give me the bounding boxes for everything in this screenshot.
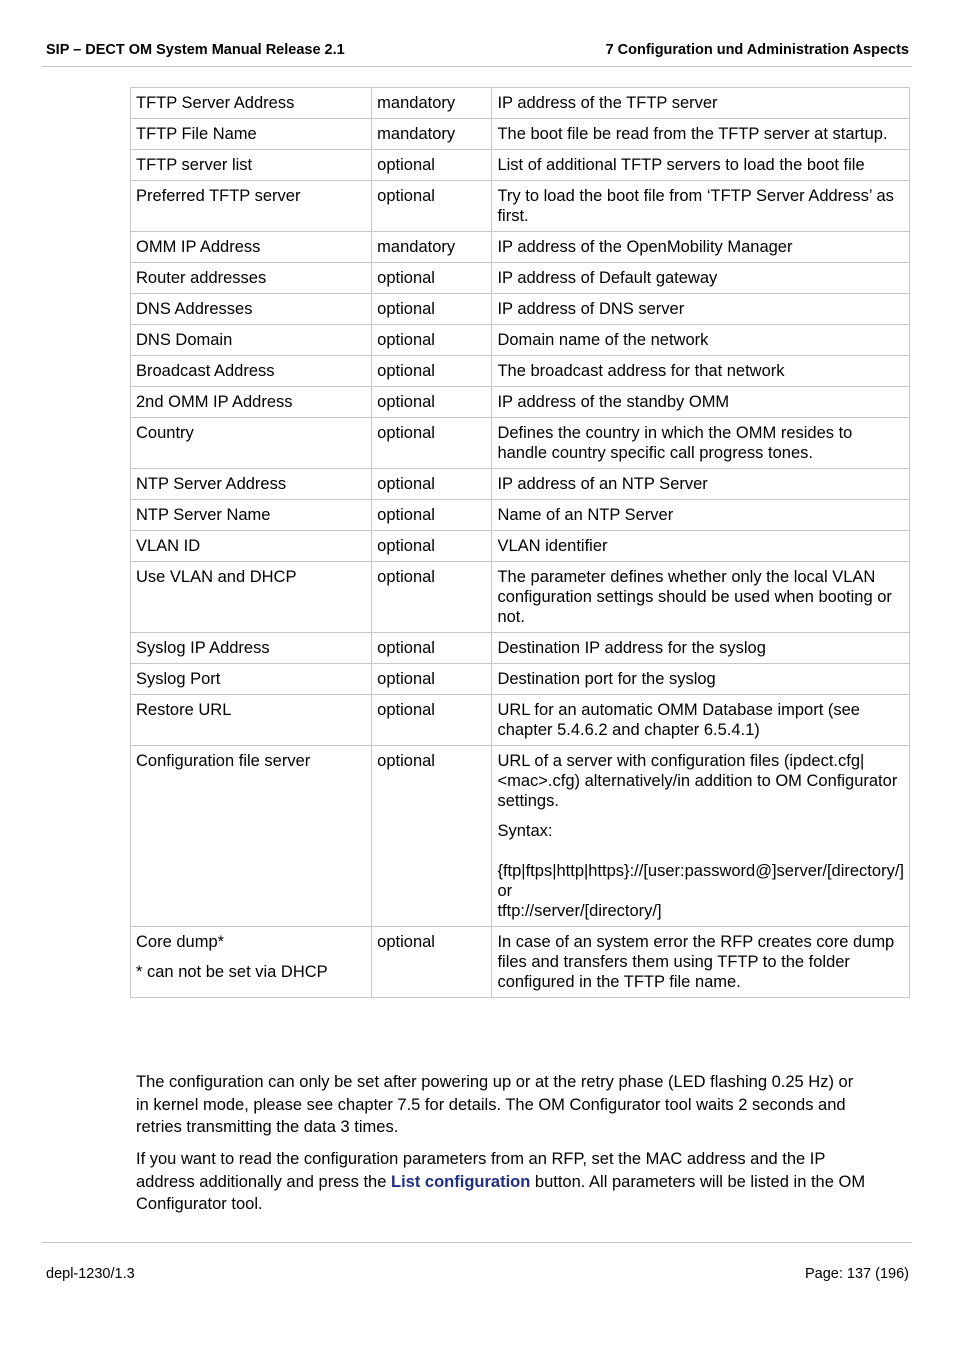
param-name: Configuration file server bbox=[131, 746, 372, 927]
param-description: IP address of Default gateway bbox=[492, 263, 910, 294]
table-row-core-dump bbox=[131, 927, 910, 998]
param-description: IP address of an NTP Server bbox=[492, 469, 910, 500]
param-requirement: optional bbox=[372, 181, 492, 232]
paragraph-text-before: If you want to read the configuration parameters from an RFP, set the MAC address and the IP address additionally and press the bbox=[136, 1150, 826, 1191]
param-requirement: optional bbox=[372, 562, 492, 633]
param-requirement: mandatory bbox=[372, 88, 492, 119]
param-description bbox=[492, 746, 910, 927]
param-description: Destination port for the syslog bbox=[492, 664, 910, 695]
param-requirement: optional bbox=[372, 294, 492, 325]
syntax-line-2: tftp://server/[directory/] bbox=[497, 902, 662, 920]
parameter-table bbox=[130, 87, 910, 998]
table-row bbox=[131, 418, 910, 469]
param-requirement: optional bbox=[372, 263, 492, 294]
param-requirement: optional bbox=[372, 356, 492, 387]
param-description: Defines the country in which the OMM resides to handle country specific call progress tones. bbox=[492, 418, 910, 469]
param-name: TFTP Server Address bbox=[131, 88, 372, 119]
param-requirement: mandatory bbox=[372, 119, 492, 150]
param-description: Try to load the boot file from ‘TFTP Server Address’ as first. bbox=[492, 181, 910, 232]
table-row bbox=[131, 469, 910, 500]
page-header bbox=[46, 42, 909, 62]
param-requirement: optional bbox=[372, 387, 492, 418]
param-description: In case of an system error the RFP creates core dump files and transfers them using TFTP to the folder configured in the TFTP file name. bbox=[492, 927, 910, 998]
param-name bbox=[131, 927, 372, 998]
header-document-title: SIP – DECT OM System Manual Release 2.1 bbox=[46, 42, 345, 58]
param-requirement: optional bbox=[372, 325, 492, 356]
param-requirement: optional bbox=[372, 695, 492, 746]
footer-document-id: depl-1230/1.3 bbox=[46, 1266, 135, 1282]
syntax-line-1: {ftp|ftps|http|https}://[user:password@]server/[directory/] bbox=[497, 862, 904, 880]
header-divider bbox=[42, 66, 912, 67]
syntax-or: or bbox=[497, 882, 513, 900]
spacer bbox=[497, 841, 904, 861]
param-name: TFTP server list bbox=[131, 150, 372, 181]
header-chapter-title: 7 Configuration und Administration Aspects bbox=[605, 42, 909, 58]
core-dump-note: * can not be set via DHCP bbox=[136, 963, 328, 981]
param-requirement: optional bbox=[372, 633, 492, 664]
table-row bbox=[131, 88, 910, 119]
param-requirement: optional bbox=[372, 469, 492, 500]
param-name: VLAN ID bbox=[131, 531, 372, 562]
paragraph-text-after: button. All parameters will be listed in the OM Configurator tool. bbox=[136, 1172, 866, 1213]
param-requirement: optional bbox=[372, 927, 492, 998]
param-name: Syslog Port bbox=[131, 664, 372, 695]
param-description: Name of an NTP Server bbox=[492, 500, 910, 531]
table-row bbox=[131, 119, 910, 150]
table-row bbox=[131, 562, 910, 633]
param-description: IP address of the OpenMobility Manager bbox=[492, 232, 910, 263]
param-description: URL for an automatic OMM Database import (see chapter 5.4.6.2 and chapter 6.5.4.1) bbox=[492, 695, 910, 746]
table-row-config-file-server bbox=[131, 746, 910, 927]
param-description: VLAN identifier bbox=[492, 531, 910, 562]
param-description: Destination IP address for the syslog bbox=[492, 633, 910, 664]
param-name: Syslog IP Address bbox=[131, 633, 372, 664]
param-description: The parameter defines whether only the local VLAN configuration settings should be used when booting or not. bbox=[492, 562, 910, 633]
table-row bbox=[131, 263, 910, 294]
param-name: Broadcast Address bbox=[131, 356, 372, 387]
param-requirement: optional bbox=[372, 500, 492, 531]
param-description: List of additional TFTP servers to load the boot file bbox=[492, 150, 910, 181]
footer-page-number: Page: 137 (196) bbox=[805, 1266, 909, 1282]
table-row bbox=[131, 633, 910, 664]
param-requirement: optional bbox=[372, 531, 492, 562]
param-description: The boot file be read from the TFTP server at startup. bbox=[492, 119, 910, 150]
param-name: NTP Server Name bbox=[131, 500, 372, 531]
param-name: DNS Addresses bbox=[131, 294, 372, 325]
table-row bbox=[131, 356, 910, 387]
param-name: NTP Server Address bbox=[131, 469, 372, 500]
param-description: The broadcast address for that network bbox=[492, 356, 910, 387]
param-description: IP address of the TFTP server bbox=[492, 88, 910, 119]
param-name: Restore URL bbox=[131, 695, 372, 746]
core-dump-name: Core dump* bbox=[136, 933, 225, 951]
syntax-label: Syntax: bbox=[497, 822, 553, 840]
table-row bbox=[131, 181, 910, 232]
param-name: 2nd OMM IP Address bbox=[131, 387, 372, 418]
paragraph-read-config bbox=[136, 1148, 866, 1216]
param-requirement: optional bbox=[372, 664, 492, 695]
param-name: Use VLAN and DHCP bbox=[131, 562, 372, 633]
param-name: TFTP File Name bbox=[131, 119, 372, 150]
param-name: Country bbox=[131, 418, 372, 469]
param-description: IP address of the standby OMM bbox=[492, 387, 910, 418]
param-name: DNS Domain bbox=[131, 325, 372, 356]
param-requirement: optional bbox=[372, 746, 492, 927]
table-row bbox=[131, 387, 910, 418]
list-configuration-link[interactable]: List configuration bbox=[391, 1172, 531, 1191]
param-name: Preferred TFTP server bbox=[131, 181, 372, 232]
config-description: URL of a server with configuration files (ipdect.cfg|<mac>.cfg) alternatively/in addition to OM Configurator settings. bbox=[497, 752, 898, 810]
param-name: Router addresses bbox=[131, 263, 372, 294]
param-requirement: mandatory bbox=[372, 232, 492, 263]
table-row bbox=[131, 232, 910, 263]
table-row bbox=[131, 150, 910, 181]
table-row bbox=[131, 531, 910, 562]
param-description: Domain name of the network bbox=[492, 325, 910, 356]
param-description: IP address of DNS server bbox=[492, 294, 910, 325]
param-requirement: optional bbox=[372, 150, 492, 181]
table-row bbox=[131, 294, 910, 325]
param-name: OMM IP Address bbox=[131, 232, 372, 263]
table-row bbox=[131, 695, 910, 746]
footer-divider bbox=[42, 1242, 912, 1243]
table-row bbox=[131, 325, 910, 356]
table-row bbox=[131, 500, 910, 531]
paragraph-config-timing: The configuration can only be set after powering up or at the retry phase (LED flashing 0.25 Hz) or in kernel mode, please see chapter 7.5 for details. The OM Configurator tool waits 2 seconds and retries transmitting the data 3 times. bbox=[136, 1073, 854, 1136]
table-row bbox=[131, 664, 910, 695]
param-requirement: optional bbox=[372, 418, 492, 469]
